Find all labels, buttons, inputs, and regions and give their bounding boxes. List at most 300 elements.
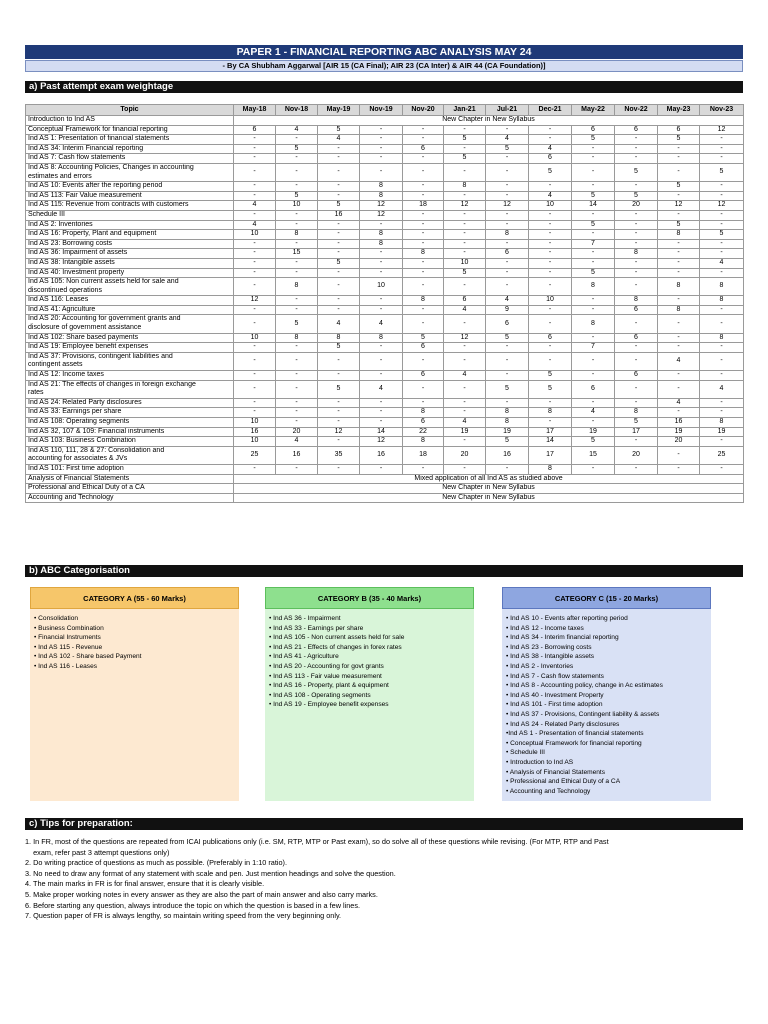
table-row [26, 258, 744, 268]
marks-cell: 5 [486, 437, 529, 447]
marks-cell: 5 [486, 333, 529, 343]
marks-cell: 5 [615, 163, 658, 181]
marks-cell: - [529, 135, 572, 145]
marks-cell: 8 [615, 296, 658, 306]
marks-cell: - [572, 258, 615, 268]
table-row [26, 315, 744, 333]
topic-cell: Analysis of Financial Statements [26, 474, 234, 484]
table-row [26, 163, 744, 181]
marks-cell: - [276, 210, 318, 220]
category-item: • Professional and Ethical Duty of a CA [506, 778, 621, 786]
marks-cell: - [276, 239, 318, 249]
marks-cell: 8 [486, 418, 529, 428]
category-c-heading: CATEGORY C (15 - 20 Marks) [502, 587, 711, 609]
marks-cell: 18 [403, 446, 444, 464]
marks-cell: - [486, 182, 529, 192]
marks-cell: - [615, 239, 658, 249]
marks-cell: - [572, 210, 615, 220]
marks-cell: 6 [615, 305, 658, 315]
tip-line: 2. Do writing practice of questions as much as possible. (Preferably in 1:10 ratio). [25, 858, 288, 868]
marks-cell: - [658, 163, 700, 181]
tip-line: 5. Make proper working notes in every answer as they are also the part of main answer and also carry marks. [25, 889, 378, 899]
marks-cell: - [234, 371, 276, 381]
marks-cell: 5 [572, 220, 615, 230]
marks-cell: 16 [486, 446, 529, 464]
marks-cell: 10 [276, 201, 318, 211]
topic-cell: Ind AS 37: Provisions, contingent liabilities and contingent assets [26, 352, 234, 370]
category-a-list [30, 609, 239, 677]
marks-cell: - [360, 154, 403, 164]
table-row [26, 220, 744, 230]
topic-cell: Ind AS 115: Revenue from contracts with customers [26, 201, 234, 211]
marks-cell: - [403, 380, 444, 398]
marks-cell: 5 [444, 154, 486, 164]
marks-cell: 22 [403, 427, 444, 437]
marks-cell: - [658, 210, 700, 220]
marks-cell: - [529, 268, 572, 278]
column-header-attempt: Jan-21 [444, 105, 486, 116]
category-c-list [502, 609, 711, 801]
tip-line: exam, refer past 3 attempt questions only) [25, 847, 170, 857]
marks-cell: - [486, 210, 529, 220]
marks-cell: - [234, 464, 276, 474]
category-c-box [502, 587, 711, 801]
marks-cell: - [658, 371, 700, 381]
topic-cell: Professional and Ethical Duty of a CA [26, 484, 234, 494]
marks-cell: 8 [529, 464, 572, 474]
marks-cell: 4 [360, 380, 403, 398]
marks-cell: - [276, 408, 318, 418]
marks-cell: 12 [700, 201, 744, 211]
marks-cell: - [360, 352, 403, 370]
category-item: • Ind AS 23 - Borrowing costs [506, 643, 592, 651]
marks-cell: 25 [700, 446, 744, 464]
marks-cell: - [658, 239, 700, 249]
topic-cell: Ind AS 10: Events after the reporting period [26, 182, 234, 192]
marks-cell: - [615, 258, 658, 268]
marks-cell: 5 [572, 268, 615, 278]
topic-cell: Ind AS 33: Earnings per share [26, 408, 234, 418]
marks-cell: - [486, 464, 529, 474]
category-item: • Ind AS 16 - Property, plant & equipment [269, 682, 389, 690]
marks-cell: - [234, 163, 276, 181]
marks-cell: 19 [658, 427, 700, 437]
marks-cell: 5 [615, 418, 658, 428]
category-item: • Ind AS 24 - Related Party disclosures [506, 720, 620, 728]
marks-cell: - [276, 182, 318, 192]
marks-cell: - [529, 182, 572, 192]
marks-cell: - [444, 352, 486, 370]
column-header-attempt: May-23 [658, 105, 700, 116]
marks-cell: - [276, 464, 318, 474]
marks-cell: 6 [572, 125, 615, 135]
marks-cell: 8 [572, 278, 615, 296]
marks-cell: 4 [486, 296, 529, 306]
page-subtitle: - By CA Shubham Aggarwal [AIR 15 (CA Final); AIR 23 (CA Inter) & AIR 44 (CA Foundation)] [25, 60, 743, 72]
marks-cell: - [700, 154, 744, 164]
marks-cell: - [234, 352, 276, 370]
marks-cell: - [360, 371, 403, 381]
marks-cell: 5 [318, 201, 360, 211]
marks-cell: 8 [486, 408, 529, 418]
table-row [26, 278, 744, 296]
marks-cell: - [403, 239, 444, 249]
marks-cell: - [572, 182, 615, 192]
marks-cell: 17 [529, 427, 572, 437]
marks-cell: - [360, 305, 403, 315]
marks-cell: 6 [529, 333, 572, 343]
table-row [26, 398, 744, 408]
marks-cell: - [444, 239, 486, 249]
table-row [26, 493, 744, 503]
marks-cell: - [403, 230, 444, 240]
marks-cell: 6 [486, 249, 529, 259]
marks-cell: 4 [444, 371, 486, 381]
category-a-heading: CATEGORY A (55 - 60 Marks) [30, 587, 239, 609]
marks-cell: 20 [615, 446, 658, 464]
category-item: • Ind AS 116 - Leases [34, 662, 98, 670]
marks-cell: - [403, 352, 444, 370]
marks-cell: 4 [700, 380, 744, 398]
marks-cell: - [444, 315, 486, 333]
marks-cell: - [318, 305, 360, 315]
marks-cell: - [234, 315, 276, 333]
marks-cell: 8 [444, 182, 486, 192]
category-item: • Ind AS 105 - Non current assets held for sale [269, 634, 405, 642]
marks-cell: 8 [403, 408, 444, 418]
table-row [26, 201, 744, 211]
marks-cell: - [276, 135, 318, 145]
marks-cell: - [234, 210, 276, 220]
marks-cell: - [486, 398, 529, 408]
marks-cell: - [234, 154, 276, 164]
marks-cell: - [700, 352, 744, 370]
marks-cell: - [700, 343, 744, 353]
marks-cell: - [486, 163, 529, 181]
marks-cell: - [529, 278, 572, 296]
marks-cell: - [234, 408, 276, 418]
marks-cell: 12 [486, 201, 529, 211]
marks-cell: - [572, 333, 615, 343]
topic-cell: Ind AS 103: Business Combination [26, 437, 234, 447]
marks-cell: 8 [486, 230, 529, 240]
marks-cell: - [318, 371, 360, 381]
marks-cell: - [234, 135, 276, 145]
category-item: • Introduction to Ind AS [506, 758, 574, 766]
marks-cell: - [572, 249, 615, 259]
marks-cell: 6 [444, 296, 486, 306]
marks-cell: - [360, 464, 403, 474]
marks-cell: 5 [486, 380, 529, 398]
marks-cell: 8 [700, 278, 744, 296]
marks-cell: 4 [318, 135, 360, 145]
marks-cell: - [318, 191, 360, 201]
marks-cell: 20 [276, 427, 318, 437]
marks-cell: 4 [658, 398, 700, 408]
marks-cell: - [276, 343, 318, 353]
marks-cell: - [486, 125, 529, 135]
table-row [26, 191, 744, 201]
marks-cell: 20 [444, 446, 486, 464]
marks-cell: - [700, 371, 744, 381]
marks-cell: 4 [700, 258, 744, 268]
marks-cell: - [529, 220, 572, 230]
category-item: • Ind AS 108 - Operating segments [269, 691, 371, 699]
topic-cell: Ind AS 24: Related Party disclosures [26, 398, 234, 408]
category-item: • Ind AS 34 - Interim financial reporting [506, 634, 619, 642]
marks-cell: 8 [403, 249, 444, 259]
marks-cell: 5 [444, 268, 486, 278]
category-item: • Ind AS 8 - Accounting policy, change in Ac estimates [506, 682, 663, 690]
marks-cell: 8 [658, 305, 700, 315]
marks-cell: 12 [700, 125, 744, 135]
marks-cell: - [615, 210, 658, 220]
marks-cell: - [700, 220, 744, 230]
marks-cell: 5 [700, 163, 744, 181]
marks-cell: - [318, 408, 360, 418]
marks-cell: - [700, 239, 744, 249]
marks-cell: - [529, 343, 572, 353]
marks-cell: 10 [360, 278, 403, 296]
marks-cell: 8 [572, 315, 615, 333]
marks-cell: 4 [444, 305, 486, 315]
marks-cell: - [529, 230, 572, 240]
topic-cell: Ind AS 38: Intangible assets [26, 258, 234, 268]
marks-cell: - [529, 249, 572, 259]
category-item: • Ind AS 20 - Accounting for govt grants [269, 662, 384, 670]
table-row [26, 464, 744, 474]
marks-cell: - [360, 418, 403, 428]
marks-cell: - [360, 296, 403, 306]
marks-cell: - [658, 315, 700, 333]
marks-cell: - [486, 352, 529, 370]
marks-cell: - [700, 305, 744, 315]
column-header-attempt: May-22 [572, 105, 615, 116]
marks-cell: - [276, 258, 318, 268]
marks-cell: 12 [360, 201, 403, 211]
column-header-attempt: Nov-18 [276, 105, 318, 116]
topic-cell: Ind AS 34: Interim Financial reporting [26, 144, 234, 154]
marks-cell: 10 [234, 333, 276, 343]
marks-cell: 12 [444, 201, 486, 211]
marks-cell: - [700, 135, 744, 145]
marks-cell: 8 [403, 437, 444, 447]
marks-cell: 16 [234, 427, 276, 437]
marks-cell: 35 [318, 446, 360, 464]
section-b-heading: b) ABC Categorisation [25, 565, 743, 577]
marks-cell: - [234, 305, 276, 315]
category-item: • Ind AS 21 - Effects of changes in forex rates [269, 643, 402, 651]
marks-cell: - [529, 125, 572, 135]
marks-cell: - [318, 154, 360, 164]
marks-cell: - [615, 398, 658, 408]
marks-cell: - [529, 352, 572, 370]
marks-cell: 10 [444, 258, 486, 268]
marks-cell: 8 [276, 230, 318, 240]
marks-cell: - [700, 249, 744, 259]
table-row [26, 144, 744, 154]
topic-cell: Conceptual Framework for financial reporting [26, 125, 234, 135]
marks-cell: - [234, 144, 276, 154]
marks-cell: 8 [403, 296, 444, 306]
marks-cell: - [234, 191, 276, 201]
marks-cell: 16 [360, 446, 403, 464]
marks-cell: - [444, 464, 486, 474]
marks-cell: 5 [658, 135, 700, 145]
topic-cell: Ind AS 116: Leases [26, 296, 234, 306]
marks-cell: 5 [403, 333, 444, 343]
marks-cell: - [276, 163, 318, 181]
marks-cell: - [529, 210, 572, 220]
marks-cell: - [318, 352, 360, 370]
tip-line: 3. No need to draw any format of any statement with scale and pen. Just mention headings and solve the question. [25, 868, 396, 878]
marks-cell: - [318, 144, 360, 154]
category-item: • Ind AS 10 - Events after reporting period [506, 615, 628, 622]
marks-cell: 20 [658, 437, 700, 447]
marks-cell: 8 [360, 191, 403, 201]
marks-cell: 8 [700, 296, 744, 306]
category-item: •Ind AS 1 - Presentation of financial statements [506, 730, 644, 738]
marks-cell: - [360, 144, 403, 154]
marks-cell: 4 [529, 191, 572, 201]
topic-cell: Ind AS 101: First time adoption [26, 464, 234, 474]
marks-cell: 17 [615, 427, 658, 437]
marks-cell: - [360, 135, 403, 145]
marks-cell: 5 [276, 144, 318, 154]
table-row [26, 408, 744, 418]
marks-cell: 8 [360, 230, 403, 240]
category-item: • Ind AS 101 - First time adoption [506, 701, 603, 709]
marks-cell: - [572, 230, 615, 240]
topic-cell: Ind AS 8: Accounting Policies, Changes in accounting estimates and errors [26, 163, 234, 181]
marks-cell: - [529, 418, 572, 428]
topic-cell: Ind AS 110, 111, 28 & 27: Consolidation and accounting for associates & JVs [26, 446, 234, 464]
marks-cell: - [234, 249, 276, 259]
marks-cell: - [360, 268, 403, 278]
table-row [26, 135, 744, 145]
marks-cell: - [276, 154, 318, 164]
marks-cell: 5 [529, 380, 572, 398]
marks-cell: - [658, 296, 700, 306]
marks-cell: - [658, 144, 700, 154]
marks-cell: - [615, 352, 658, 370]
marks-cell: - [615, 154, 658, 164]
marks-cell: - [700, 464, 744, 474]
category-b-list [265, 609, 474, 715]
marks-cell: 10 [234, 230, 276, 240]
marks-cell: 6 [403, 144, 444, 154]
topic-cell: Ind AS 16: Property, Plant and equipment [26, 230, 234, 240]
marks-cell: - [444, 230, 486, 240]
marks-cell: - [318, 464, 360, 474]
marks-cell: - [276, 268, 318, 278]
table-row [26, 230, 744, 240]
marks-cell: 7 [572, 239, 615, 249]
merged-note-cell: New Chapter in New Syllabus [234, 116, 744, 126]
marks-cell: - [486, 191, 529, 201]
category-item: • Business Combination [34, 624, 104, 632]
marks-cell: 6 [529, 154, 572, 164]
topic-cell: Ind AS 1: Presentation of financial statements [26, 135, 234, 145]
merged-note-cell: New Chapter in New Syllabus [234, 484, 744, 494]
category-item: • Ind AS 19 - Employee benefit expenses [269, 701, 389, 709]
marks-cell: - [318, 268, 360, 278]
marks-cell: 14 [572, 201, 615, 211]
marks-cell: - [572, 154, 615, 164]
tip-line: 6. Before starting any question, always introduce the topic on which the question is based in a few lines. [25, 900, 361, 910]
marks-cell: - [234, 278, 276, 296]
marks-cell: - [318, 418, 360, 428]
topic-cell: Ind AS 23: Borrowing costs [26, 239, 234, 249]
column-header-attempt: May-18 [234, 105, 276, 116]
marks-cell: 5 [276, 315, 318, 333]
page-title: PAPER 1 - FINANCIAL REPORTING ABC ANALYSIS MAY 24 [25, 45, 743, 59]
marks-cell: - [444, 163, 486, 181]
marks-cell: 5 [529, 371, 572, 381]
marks-cell: 4 [658, 352, 700, 370]
marks-cell: - [276, 220, 318, 230]
marks-cell: - [276, 380, 318, 398]
merged-note-cell: Mixed application of all Ind AS as studied above [234, 474, 744, 484]
marks-cell: - [360, 220, 403, 230]
marks-cell: 19 [572, 427, 615, 437]
marks-cell: 4 [318, 315, 360, 333]
marks-cell: - [360, 258, 403, 268]
topic-cell: Ind AS 21: The effects of changes in foreign exchange rates [26, 380, 234, 398]
table-row [26, 418, 744, 428]
marks-cell: - [276, 398, 318, 408]
marks-cell: 10 [234, 418, 276, 428]
marks-cell: - [318, 163, 360, 181]
table-row [26, 239, 744, 249]
table-row [26, 343, 744, 353]
marks-cell: 5 [529, 163, 572, 181]
marks-cell: 5 [572, 135, 615, 145]
marks-cell: 12 [444, 333, 486, 343]
marks-cell: - [276, 305, 318, 315]
topic-cell: Ind AS 7: Cash flow statements [26, 154, 234, 164]
topic-cell: Ind AS 12: Income taxes [26, 371, 234, 381]
marks-cell: 16 [276, 446, 318, 464]
marks-cell: 6 [615, 371, 658, 381]
tip-line: 4. The main marks in FR is for final answer, ensure that it is clearly visible. [25, 879, 265, 889]
marks-cell: - [444, 220, 486, 230]
marks-cell: 16 [658, 418, 700, 428]
marks-cell: 19 [444, 427, 486, 437]
marks-cell: - [360, 125, 403, 135]
table-row [26, 352, 744, 370]
marks-cell: - [658, 446, 700, 464]
marks-cell: - [403, 268, 444, 278]
marks-cell: 5 [700, 230, 744, 240]
marks-cell: 4 [234, 220, 276, 230]
marks-cell: 4 [572, 408, 615, 418]
marks-cell: 4 [486, 135, 529, 145]
table-row [26, 427, 744, 437]
marks-cell: - [444, 125, 486, 135]
marks-cell: - [658, 380, 700, 398]
column-header-attempt: Dec-21 [529, 105, 572, 116]
marks-cell: - [318, 230, 360, 240]
marks-cell: 5 [318, 258, 360, 268]
marks-cell: 8 [700, 418, 744, 428]
marks-cell: - [615, 220, 658, 230]
marks-cell: - [615, 144, 658, 154]
section-a-heading: a) Past attempt exam weightage [25, 81, 743, 93]
marks-cell: 17 [529, 446, 572, 464]
table-row [26, 474, 744, 484]
marks-cell: 8 [318, 333, 360, 343]
